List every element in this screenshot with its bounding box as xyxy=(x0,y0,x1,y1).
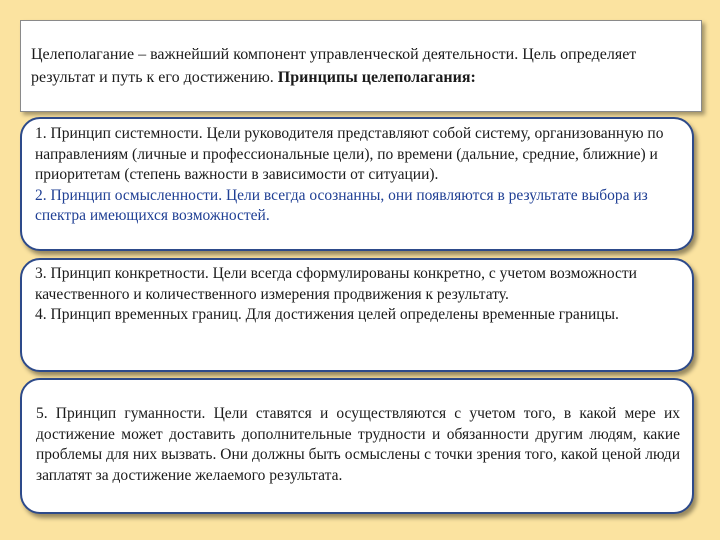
principles-card-2 xyxy=(20,258,694,372)
principle-2-text: 2. Принцип осмысленности. Цели всегда осознанны, они появляются в результате выбора из спектра имеющихся возможностей. xyxy=(35,186,648,224)
intro-text: Целеполагание – важнейший компонент управленческой деятельности. Цель определяет результат и путь к его достижению. xyxy=(31,46,637,86)
intro-box xyxy=(20,20,702,112)
principles-card-3 xyxy=(20,378,694,514)
principles-card-1 xyxy=(20,117,694,251)
principle-3-text: 3. Принцип конкретности. Цели всегда сформулированы конкретно, с учетом возможности качественного и количественного измерения продвижения к результату. xyxy=(35,265,637,303)
intro-principles-heading: Принципы целеполагания: xyxy=(277,69,476,86)
principle-1-text: 1. Принцип системности. Цели руководителя представляют собой систему, организованную по направлениям (личные и профессиональные цели), по времени (дальние, средние, ближние) и приоритетам (степень важности в зависимости от ситуации). xyxy=(35,125,664,183)
principle-4-text: 4. Принцип временных границ. Для достижения целей определены временные границы. xyxy=(35,306,619,323)
principle-5-text: 5. Принцип гуманности. Цели ставятся и осуществляются с учетом того, в какой мере их достижение может доставить дополнительные трудности и обязанности другим людям, какие проблемы для них вызвать. Они должны быть осмыслены с точки зрения того, какой ценой люди заплатят за достижение желаемого результата. xyxy=(36,405,680,484)
